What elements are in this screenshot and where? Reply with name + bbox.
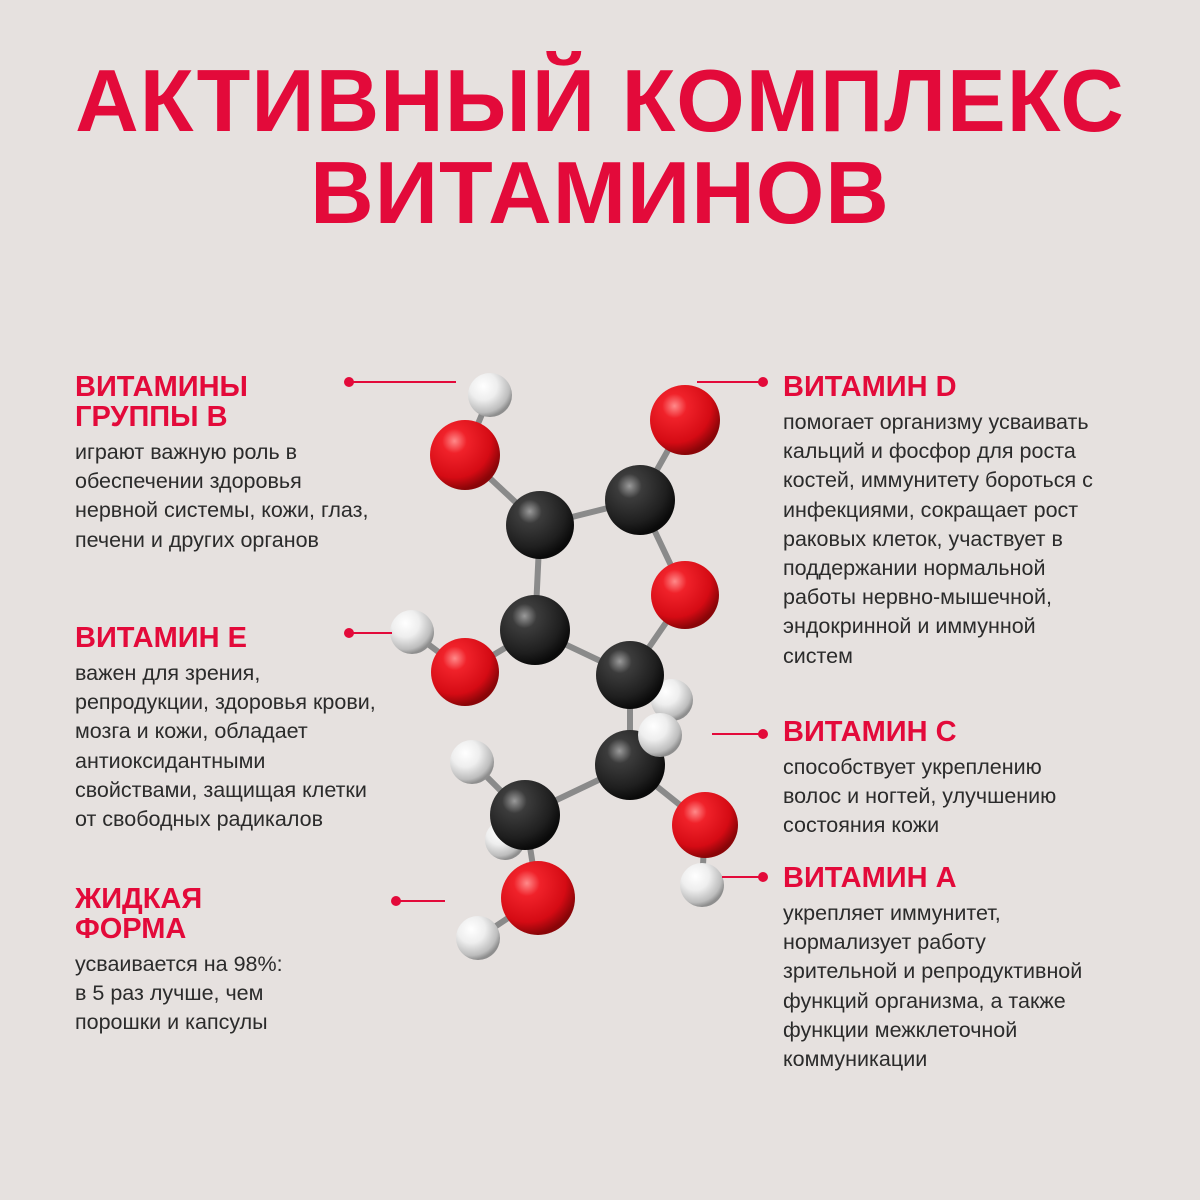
- vitamin-d-block: [783, 372, 1143, 671]
- title-line-1: АКТИВНЫЙ КОМПЛЕКС: [75, 51, 1125, 150]
- vitamin-d-text: помогает организму усваивать кальций и фосфор для роста костей, иммунитету бороться с инфекциями, сокращает рост раковых клеток, участвует в поддержании нормальной работы нервно-мышечной, эндокринной и иммунной систем: [783, 410, 1093, 668]
- vitamin-c-block: [783, 717, 1123, 841]
- liquid-form-block: [75, 884, 375, 1038]
- connector-line-vit-c: [712, 733, 760, 735]
- vitamin-a-block: [783, 863, 1143, 1074]
- connector-line-vit-d: [697, 381, 760, 383]
- connector-dot-vit-a: [758, 872, 768, 882]
- connector-dot-vit-d: [758, 377, 768, 387]
- liquid-form-text: усваивается на 98%: в 5 раз лучше, чем порошки и капсулы: [75, 952, 283, 1035]
- vitamin-e-text: важен для зрения, репродукции, здоровья крови, мозга и кожи, обладает антиоксидантными свойствами, защищая клетки от свободных радикалов: [75, 661, 376, 832]
- connector-line-vit-a: [722, 876, 760, 878]
- vitamin-a-heading: ВИТАМИН А: [783, 862, 957, 894]
- vitamin-d-heading: ВИТАМИН D: [783, 371, 957, 403]
- vitamin-a-text: укрепляет иммунитет, нормализует работу зрительной и репродуктивной функций организма, а также функции межклеточной коммуникации: [783, 901, 1083, 1072]
- connector-dot-vit-c: [758, 729, 768, 739]
- vitamin-e-block: [75, 623, 425, 834]
- vitamin-c-heading: ВИТАМИН С: [783, 716, 957, 748]
- vitamin-b-text: играют важную роль в обеспечении здоровья нервной системы, кожи, глаз, печени и других органов: [75, 440, 369, 552]
- title-line-2: ВИТАМИНОВ: [310, 143, 890, 242]
- vitamin-b-block: [75, 372, 415, 555]
- connector-line-liquid: [399, 900, 445, 902]
- liquid-form-heading: ЖИДКАЯ ФОРМА: [75, 883, 203, 945]
- vitamin-c-text: способствует укреплению волос и ногтей, улучшению состояния кожи: [783, 755, 1057, 838]
- vitamin-b-heading: ВИТАМИНЫ ГРУППЫ В: [75, 371, 248, 433]
- vitamin-e-heading: ВИТАМИН Е: [75, 622, 247, 654]
